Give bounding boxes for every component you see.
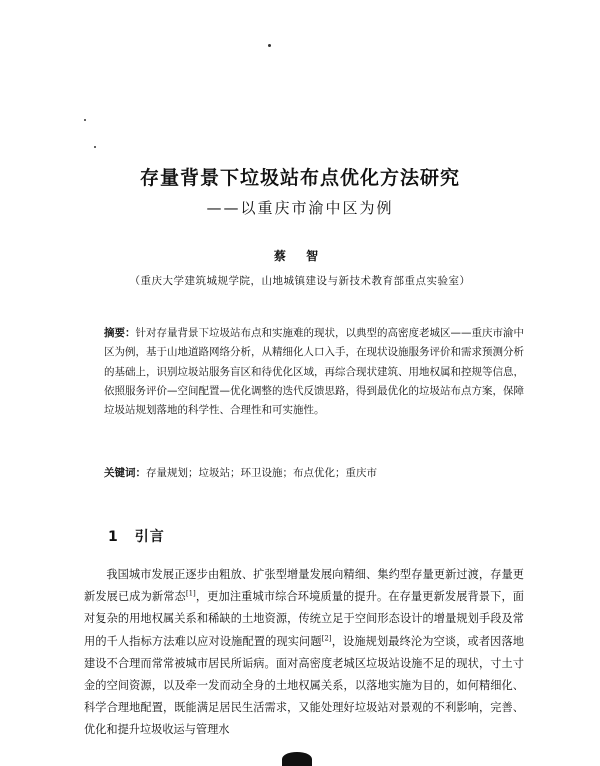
abstract-text: 针对存量背景下垃圾站布点和实施难的现状，以典型的高密度老城区——重庆市渝中区为例，基于山地道路网络分析，从精细化人口入手，在现状设施服务评价和需求预测分析的基础上，识别垃圾站服务盲区和待优化区域，再综合现状建筑、用地权属和控规等信息，依照服务评价—空间配置—优化调整的迭代反馈思路，得到最优化的垃圾站布点方案，保障垃圾站规划落地的科学性、合理性和可实施性。 <box>104 327 524 417</box>
body-text-1: 我国城市发展正逐步由粗放、扩张型增量发展向精细、集约型存量更新过渡，存量更新发展已成为新常态 <box>84 568 524 604</box>
keywords <box>104 465 524 480</box>
keywords-text: 存量规划；垃圾站；环卫设施；布点优化；重庆市 <box>146 467 377 479</box>
page-number-mark <box>282 752 312 766</box>
scan-speck <box>84 119 86 121</box>
body-paragraph <box>84 564 524 742</box>
author-affiliation: （重庆大学建筑城规学院，山地城镇建设与新技术教育部重点实验室） <box>129 275 471 287</box>
paper-subtitle: ——以重庆市渝中区为例 <box>206 199 394 217</box>
paper-title: 存量背景下垃圾站布点优化方法研究 <box>139 167 460 189</box>
section-number: 1 <box>108 529 119 545</box>
citation-ref: [2] <box>321 633 332 642</box>
section-heading <box>108 526 165 546</box>
body-text-2: ，更加注重城市综合环境质量的提升。在存量更新发展背景下，面对复杂的用地权属关系和稀缺的土地资源，传统立足于空间形态设计的增量规划手段及常用的千人指标方法难以应对设施配置的现实问题 <box>84 590 524 648</box>
scan-speck <box>268 44 271 47</box>
keywords-label: 关键词： <box>104 467 146 479</box>
section-title: 引言 <box>134 529 165 545</box>
abstract-label: 摘要： <box>104 327 136 339</box>
scan-speck <box>94 146 96 148</box>
citation-ref: [1] <box>185 589 196 598</box>
abstract <box>104 324 524 420</box>
author-name: 蔡 智 <box>273 249 327 263</box>
body-text-3: ，设施规划最终沦为空谈，或者因落地建设不合理而常常被城市居民所诟病。面对高密度老城区垃圾站设施不足的现状，寸土寸金的空间资源，以及牵一发而动全身的土地权属关系，以落地实施为目的，如何精细化、科学合理地配置，既能满足居民生活需求，又能处理好垃圾站对景观的不利影响，完善、优化和提升垃圾收运与管理水 <box>84 634 524 737</box>
